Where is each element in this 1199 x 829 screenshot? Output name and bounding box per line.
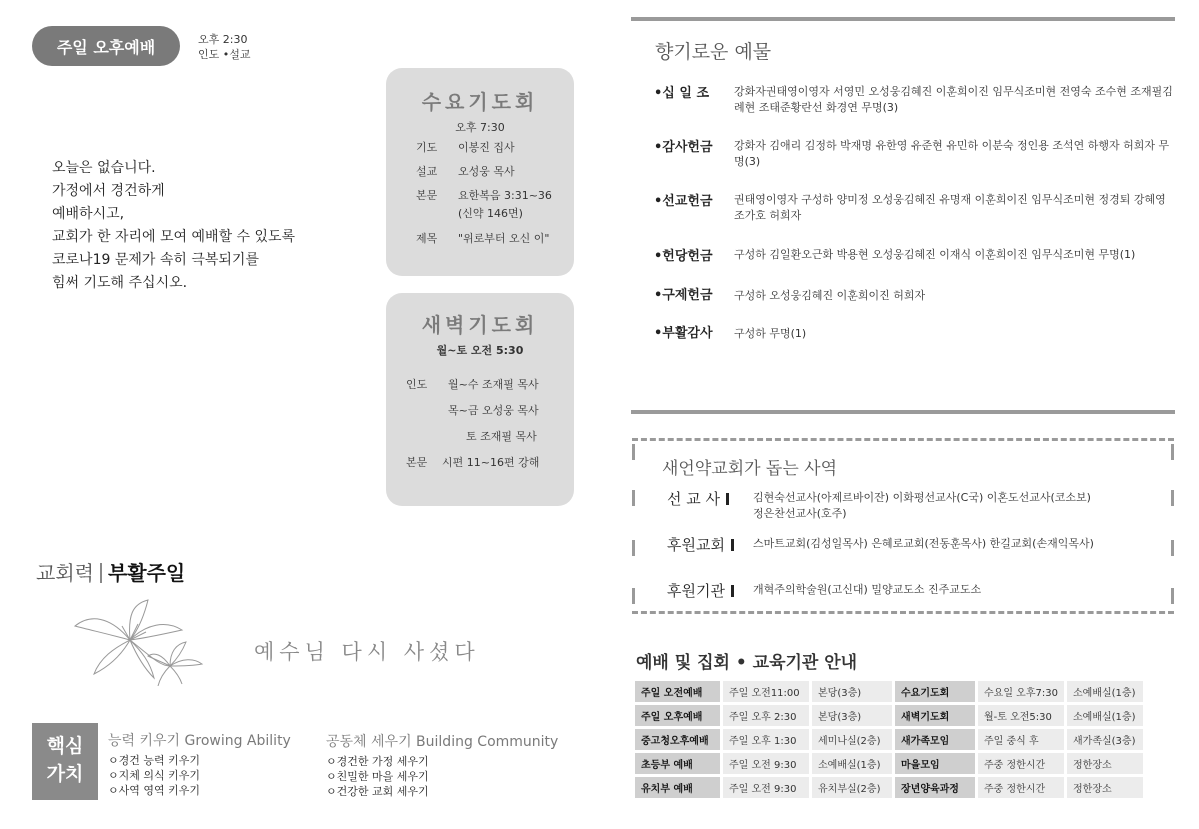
growing-ability-list <box>108 753 291 798</box>
mission-line: 스마트교회(김성일목사) 은혜로교회(전동훈목사) 한길교회(손재익목사) <box>753 537 1094 550</box>
church-calendar-heading <box>36 557 185 586</box>
wednesday-value: 이봉진 집사 <box>458 141 515 154</box>
table-cell: 소예배실(1층) <box>812 753 892 774</box>
table-cell: 유치부실(2층) <box>812 777 892 798</box>
lily-flower-icon <box>70 596 220 686</box>
list-item: ㅇ경건한 가정 세우기 <box>326 755 429 768</box>
absent-line: 코로나19 문제가 속히 극복되기를 <box>52 252 259 268</box>
dawn-text-value: 시편 11~16편 강해 <box>442 456 540 469</box>
table-row <box>635 777 1143 798</box>
table-cell: 주일 오전11:00 <box>723 681 809 702</box>
offering-row <box>654 284 1174 304</box>
offering-label: •십 일 조 <box>654 86 710 101</box>
table-header-cell: 중고청오후예배 <box>635 729 720 750</box>
mission-text <box>753 536 1094 552</box>
table-header-cell: 장년양육과정 <box>895 777 975 798</box>
table-cell: 수요일 오후7:30 <box>978 681 1064 702</box>
dash-corner <box>632 588 635 604</box>
mission-label-text: 후원교회 <box>667 536 725 554</box>
mission-label <box>667 534 734 555</box>
core-values-badge-line: 가치 <box>46 763 84 785</box>
building-community-list <box>326 754 558 799</box>
building-community-title: 공동체 세우기 Building Community <box>326 734 559 750</box>
dash-corner <box>632 490 635 506</box>
list-item: ㅇ건강한 교회 세우기 <box>326 785 429 798</box>
offering-names: 구성하 김일환오근화 박용현 오성웅김혜진 이재식 이훈희이진 임무식조미현 무명(1) <box>734 248 1136 261</box>
mission-label-text: 후원기관 <box>667 582 725 600</box>
church-calendar-theme: 부활주일 <box>107 561 186 585</box>
easter-message: 예수님 다시 사셨다 <box>254 640 480 664</box>
absent-line: 예배하시고, <box>52 206 125 222</box>
wednesday-prayer-card <box>386 68 574 276</box>
mission-text <box>753 490 1091 522</box>
table-header-cell: 수요기도회 <box>895 681 975 702</box>
dawn-lead-row: 목~금 오성웅 목사 <box>448 404 539 417</box>
mission-line: 김현숙선교사(아제르바이잔) 이화평선교사(C국) 이혼도선교사(코소보) <box>753 491 1091 504</box>
wednesday-value: "위로부터 오신 이" <box>458 232 550 245</box>
table-cell: 본당(3층) <box>812 705 892 726</box>
offering-row <box>654 190 1174 230</box>
dawn-lead-row: 토 조재필 목사 <box>466 430 537 443</box>
table-cell: 주일 오후 2:30 <box>723 705 809 726</box>
mission-label-text: 선 교 사 <box>667 490 721 508</box>
absent-notice <box>52 157 295 295</box>
mission-line: 개혁주의학술원(고신대) 밀양교도소 진주교도소 <box>753 583 982 596</box>
offering-row <box>654 136 1174 176</box>
wednesday-value: (신약 146면) <box>458 207 523 220</box>
table-cell: 정한장소 <box>1067 753 1143 774</box>
dash-corner <box>1171 588 1174 604</box>
mission-label <box>667 580 734 601</box>
label-bar <box>726 493 729 505</box>
pm-service-time: 오후 2:30 <box>198 33 248 46</box>
table-cell: 주일 오전 9:30 <box>723 777 809 798</box>
pm-service-badge: 주일 오후예배 <box>32 26 180 66</box>
table-header-cell: 주일 오전예배 <box>635 681 720 702</box>
pm-service-leader: 인도 •설교 <box>198 48 251 61</box>
top-divider <box>631 17 1175 21</box>
table-header-cell: 새가족모임 <box>895 729 975 750</box>
table-row <box>635 753 1143 774</box>
dawn-title: 새벽기도회 <box>421 313 539 337</box>
table-cell: 주일 오후 1:30 <box>723 729 809 750</box>
pm-service-info <box>198 32 251 62</box>
dash-corner <box>1171 444 1174 460</box>
list-item: ㅇ지체 의식 키우기 <box>108 769 201 782</box>
dash-corner <box>1171 490 1174 506</box>
offering-row <box>654 322 1174 342</box>
offering-label: •선교헌금 <box>654 194 713 209</box>
table-cell: 주중 정한시간 <box>978 753 1064 774</box>
growing-ability-title: 능력 키우기 Growing Ability <box>108 733 291 749</box>
offering-names: 구성하 오성웅김혜진 이훈희이진 허희자 <box>734 289 926 302</box>
table-row <box>635 705 1143 726</box>
dawn-time: 월~토 오전 5:30 <box>436 344 524 357</box>
wednesday-label: 설교 <box>416 165 438 178</box>
absent-line: 가정에서 경건하게 <box>52 183 165 199</box>
dash-corner <box>632 444 635 460</box>
core-values-badge-line: 핵심 <box>46 735 84 757</box>
building-community-block <box>326 731 558 799</box>
offering-label: •부활감사 <box>654 326 713 341</box>
list-item: ㅇ경건 능력 키우기 <box>108 754 201 767</box>
table-cell: 소예배실(1층) <box>1067 705 1143 726</box>
offering-names: 강화자권태영이영자 서영민 오성웅김혜진 이훈희이진 임무식조미현 전영숙 조수현 조재필김례현 조태준황란선 화경연 무명(3) <box>734 85 1173 114</box>
wednesday-value: 오성웅 목사 <box>458 165 515 178</box>
offering-names: 강화자 김애리 김정하 박재명 유한영 유준현 유민하 이분숙 정인용 조석연 하행자 허희자 무명(3) <box>734 139 1170 168</box>
wednesday-value: 요한복음 3:31~36 <box>458 189 552 202</box>
dash-corner <box>1171 540 1174 556</box>
table-row <box>635 681 1143 702</box>
table-cell: 세미나실(2층) <box>812 729 892 750</box>
table-header-cell: 유치부 예배 <box>635 777 720 798</box>
dawn-lead-row: 월~수 조재필 목사 <box>448 378 539 391</box>
absent-line: 교회가 한 자리에 모여 예배할 수 있도록 <box>52 229 296 245</box>
table-cell: 주중 정한시간 <box>978 777 1064 798</box>
core-values-badge <box>32 723 98 800</box>
offering-row <box>654 82 1174 122</box>
table-row <box>635 729 1143 750</box>
wednesday-label: 제목 <box>416 232 438 245</box>
offering-label: •구제헌금 <box>654 288 713 303</box>
offering-row <box>654 245 1174 265</box>
dawn-text-label: 본문 <box>406 456 428 469</box>
wednesday-title: 수요기도회 <box>421 90 539 114</box>
wednesday-label: 본문 <box>416 189 438 202</box>
offerings-title: 향기로운 예물 <box>655 41 772 63</box>
mission-line: 정은찬선교사(호주) <box>753 507 847 520</box>
mission-title: 새언약교회가 돕는 사역 <box>662 459 838 479</box>
table-header-cell: 초등부 예배 <box>635 753 720 774</box>
dash-corner <box>632 540 635 556</box>
wednesday-label: 기도 <box>416 141 438 154</box>
table-header-cell: 주일 오후예배 <box>635 705 720 726</box>
table-cell: 월-토 오전5:30 <box>978 705 1064 726</box>
table-cell: 새가족실(3층) <box>1067 729 1143 750</box>
table-cell: 본당(3층) <box>812 681 892 702</box>
separator-bar <box>100 563 102 583</box>
church-calendar-label: 교회력 <box>36 561 94 585</box>
offering-names: 구성하 무명(1) <box>734 327 807 340</box>
absent-line: 힘써 기도해 주십시오. <box>52 275 188 291</box>
dawn-prayer-card <box>386 293 574 506</box>
absent-line: 오늘은 없습니다. <box>52 160 156 176</box>
list-item: ㅇ친밀한 마을 세우기 <box>326 770 429 783</box>
wednesday-time: 오후 7:30 <box>455 121 505 134</box>
list-item: ㅇ사역 영역 키우기 <box>108 784 201 797</box>
mission-label <box>667 488 729 509</box>
offering-label: •감사헌금 <box>654 140 713 155</box>
label-bar <box>731 585 734 597</box>
guide-table <box>632 678 1146 801</box>
table-cell: 정한장소 <box>1067 777 1143 798</box>
offering-label: •헌당헌금 <box>654 249 713 264</box>
table-cell: 소예배실(1층) <box>1067 681 1143 702</box>
table-cell: 주일 오전 9:30 <box>723 753 809 774</box>
table-header-cell: 새벽기도회 <box>895 705 975 726</box>
middle-divider <box>631 410 1175 414</box>
dawn-lead-label: 인도 <box>406 378 428 391</box>
guide-title: 예배 및 집회 • 교육기관 안내 <box>636 653 858 673</box>
label-bar <box>731 539 734 551</box>
mission-text <box>753 582 981 598</box>
offering-names: 권태영이영자 구성하 양미정 오성웅김혜진 유명재 이훈희이진 임무식조미현 정경퇴 강혜영 조가호 허희자 <box>734 193 1166 222</box>
table-cell: 주일 중식 후 <box>978 729 1064 750</box>
growing-ability-block <box>108 730 291 798</box>
table-header-cell: 마을모임 <box>895 753 975 774</box>
